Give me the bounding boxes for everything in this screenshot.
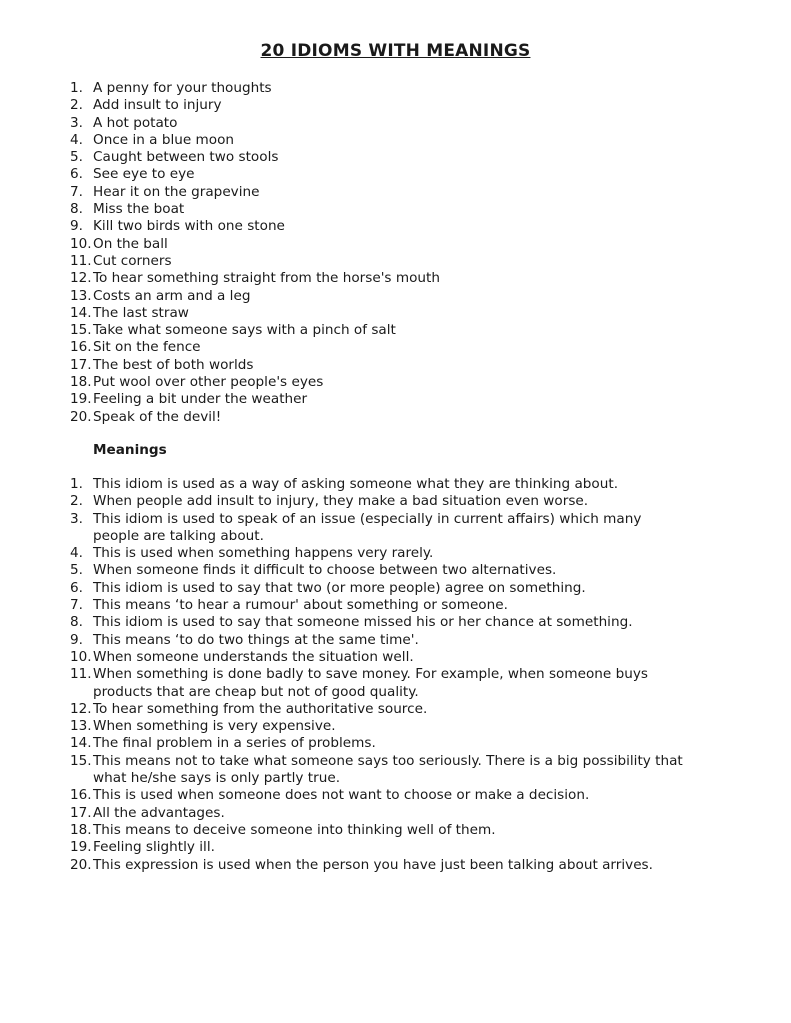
meaning-item	[70, 545, 690, 562]
idiom-item	[70, 288, 730, 305]
meaning-item	[70, 580, 690, 597]
meaning-item-text: When someone finds it difficult to choose between two alternatives.	[93, 562, 557, 579]
idiom-item	[70, 236, 730, 253]
idiom-item	[70, 184, 730, 201]
idiom-item-number: 7.	[70, 183, 83, 200]
meaning-item-text: This idiom is used to speak of an issue (especially in current affairs) which many people are talking about.	[93, 510, 642, 544]
meaning-item-number: 4.	[70, 545, 83, 562]
meaning-item	[70, 632, 690, 649]
idiom-item	[70, 132, 730, 149]
idiom-item	[70, 270, 730, 287]
idiom-item-number: 4.	[70, 131, 83, 148]
meaning-item	[70, 857, 690, 874]
idiom-item	[70, 357, 730, 374]
idiom-item	[70, 149, 730, 166]
idiom-item-number: 2.	[70, 97, 83, 114]
meaning-item	[70, 701, 690, 718]
idiom-item	[70, 409, 730, 426]
meaning-item-number: 17.	[70, 804, 92, 821]
idiom-item-number: 9.	[70, 218, 83, 235]
meaning-item	[70, 511, 690, 546]
idiom-item	[70, 115, 730, 132]
meaning-item	[70, 735, 690, 752]
meaning-item-text: This means to deceive someone into thinking well of them.	[93, 821, 496, 838]
meaning-item	[70, 649, 690, 666]
meaning-item	[70, 839, 690, 856]
idiom-item-text: A penny for your thoughts	[93, 80, 272, 96]
meaning-item-number: 10.	[70, 648, 92, 665]
meaning-item-text: All the advantages.	[93, 804, 225, 821]
idiom-item-number: 10.	[70, 235, 92, 252]
idiom-item-text: Take what someone says with a pinch of salt	[93, 322, 396, 339]
idiom-item-number: 3.	[70, 114, 83, 131]
idiom-item	[70, 80, 730, 97]
idiom-item-text: Hear it on the grapevine	[93, 183, 260, 200]
meaning-item-text: This means not to take what someone says too seriously. There is a big possibility that what he/she says is only partly true.	[93, 752, 683, 787]
idiom-item-text: Once in a blue moon	[93, 131, 235, 148]
idiom-item-text: Caught between two stools	[93, 149, 279, 166]
page-title: 20 IDIOMS WITH MEANINGS	[260, 41, 531, 61]
idiom-item-text: The best of both worlds	[93, 356, 254, 373]
meaning-item-text: This means ‘to hear a rumour' about something or someone.	[93, 597, 508, 614]
idiom-item-text: On the ball	[93, 235, 168, 252]
meaning-item-text: This idiom is used to say that two (or more people) agree on something.	[93, 579, 586, 596]
idiom-item-number: 5.	[70, 149, 83, 166]
idiom-item-number: 14.	[70, 304, 92, 321]
idiom-item-number: 16.	[70, 339, 92, 356]
meaning-item-text: This means ‘to do two things at the same time'.	[93, 631, 419, 648]
meaning-list	[70, 476, 690, 874]
meaning-item-text: This is used when someone does not want to choose or make a decision.	[93, 787, 590, 804]
meaning-item-number: 9.	[70, 631, 83, 648]
idiom-item-text: To hear something straight from the horse's mouth	[93, 270, 440, 287]
meaning-item-text: When people add insult to injury, they make a bad situation even worse.	[93, 493, 589, 510]
idiom-item-number: 12.	[70, 270, 92, 287]
meaning-item	[70, 718, 690, 735]
meaning-item-text: Feeling slightly ill.	[93, 839, 215, 856]
meaning-item-text: The final problem in a series of problems.	[93, 735, 376, 752]
idiom-item-number: 11.	[70, 252, 92, 269]
meaning-item	[70, 805, 690, 822]
meaning-item-number: 11.	[70, 666, 92, 683]
idiom-item-number: 15.	[70, 322, 92, 339]
idiom-item	[70, 339, 730, 356]
idiom-item-text: Add insult to injury	[93, 97, 222, 114]
idiom-item	[70, 322, 730, 339]
meaning-item-number: 6.	[70, 579, 83, 596]
meaning-item	[70, 476, 690, 493]
meaning-item-number: 3.	[70, 510, 83, 527]
idiom-item-number: 8.	[70, 201, 83, 218]
idiom-item-number: 17.	[70, 356, 92, 373]
meaning-item-number: 15.	[70, 752, 92, 769]
meaning-item-number: 19.	[70, 839, 92, 856]
idiom-item-number: 13.	[70, 287, 92, 304]
idiom-item-text: Put wool over other people's eyes	[93, 374, 324, 391]
meaning-item-text: When something is very expensive.	[93, 718, 336, 735]
meaning-item	[70, 666, 690, 701]
idiom-item-text: Kill two birds with one stone	[93, 218, 285, 235]
idiom-item	[70, 97, 730, 114]
idiom-item	[70, 218, 730, 235]
meaning-item-number: 7.	[70, 597, 83, 614]
idiom-item-text: Sit on the fence	[93, 339, 201, 356]
meaning-item-number: 16.	[70, 787, 92, 804]
idiom-item-text: Costs an arm and a leg	[93, 287, 251, 304]
idiom-item-text: Cut corners	[93, 252, 172, 269]
meaning-item-number: 5.	[70, 562, 83, 579]
meaning-item-text: This is used when something happens very rarely.	[93, 545, 434, 562]
meaning-item	[70, 753, 690, 788]
idiom-item-number: 6.	[70, 166, 83, 183]
idiom-item-text: Feeling a bit under the weather	[93, 391, 308, 408]
meaning-item-text: When something is done badly to save money. For example, when someone buys products that are cheap but not of good quality.	[93, 666, 648, 700]
meaning-item	[70, 822, 690, 839]
idiom-item-number: 18.	[70, 374, 92, 391]
meaning-item	[70, 787, 690, 804]
meaning-item	[70, 562, 690, 579]
meaning-item-text: When someone understands the situation well.	[93, 648, 414, 665]
meaning-item-number: 2.	[70, 493, 83, 510]
idiom-item	[70, 253, 730, 270]
idiom-item-number: 19.	[70, 391, 92, 408]
idiom-item-text: Speak of the devil!	[93, 408, 222, 425]
idiom-item	[70, 305, 730, 322]
idiom-item-text: A hot potato	[93, 114, 178, 131]
meaning-item-number: 12.	[70, 700, 92, 717]
meaning-item-number: 13.	[70, 718, 92, 735]
meaning-item-number: 20.	[70, 856, 92, 873]
idiom-item-text: See eye to eye	[93, 166, 195, 183]
meaning-item-text: This expression is used when the person you have just been talking about arrives.	[93, 856, 653, 873]
meaning-item	[70, 597, 690, 614]
meaning-item-number: 1.	[70, 476, 83, 492]
meaning-item-number: 8.	[70, 614, 83, 631]
idiom-item-text: The last straw	[93, 304, 189, 321]
idiom-item	[70, 201, 730, 218]
idiom-item-number: 20.	[70, 408, 92, 425]
meaning-item-number: 14.	[70, 735, 92, 752]
meanings-heading: Meanings	[93, 442, 167, 458]
idiom-item	[70, 166, 730, 183]
idiom-item	[70, 391, 730, 408]
meaning-item-text: This idiom is used to say that someone missed his or her chance at something.	[93, 614, 633, 631]
idiom-item-text: Miss the boat	[93, 201, 185, 218]
idiom-item-number: 1.	[70, 80, 83, 96]
meaning-item-text: To hear something from the authoritative source.	[93, 700, 428, 717]
idiom-list	[70, 80, 730, 426]
meaning-item-text: This idiom is used as a way of asking someone what they are thinking about.	[93, 476, 619, 492]
idiom-item	[70, 374, 730, 391]
meaning-item	[70, 614, 690, 631]
meaning-item	[70, 493, 690, 510]
meaning-item-number: 18.	[70, 821, 92, 838]
